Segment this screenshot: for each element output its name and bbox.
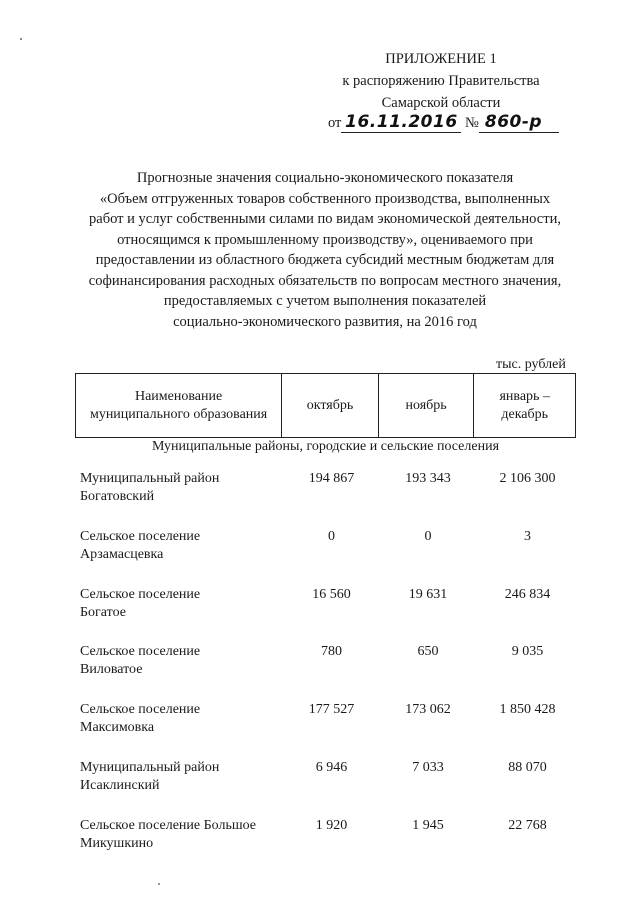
scan-speck [158, 883, 160, 885]
row-year: 246 834 [504, 587, 551, 602]
appendix-region: Самарской области [381, 95, 501, 111]
header-name [76, 374, 282, 437]
row-october: 1 920 [315, 818, 348, 833]
row-november: 193 343 [405, 471, 451, 486]
title-line: относящимся к промышленному производству», оцениваемого при [117, 231, 533, 248]
order-date: 16.11.2016 [341, 112, 461, 133]
row-november: 0 [424, 529, 432, 544]
row-name: Муниципальный район Богатовский [80, 471, 220, 504]
appendix-subtitle: к распоряжению Правительства [342, 73, 540, 89]
order-reference [328, 112, 559, 133]
title-line: «Объем отгруженных товаров собственного производства, выполненных [99, 190, 551, 207]
title-line: социально-экономического развития, на 2016 год [173, 313, 477, 330]
row-year: 1 850 428 [499, 702, 556, 717]
scan-speck [20, 38, 22, 40]
order-number: 860-р [479, 112, 559, 133]
header-year-line2: декабрь [501, 406, 549, 422]
title-line: предоставляемых с учетом выполнения показателей [163, 293, 487, 309]
header-year [474, 374, 575, 437]
header-october: октябрь [282, 374, 379, 437]
row-november: 19 631 [408, 587, 448, 602]
header-name-line1: Наименование [134, 388, 223, 404]
row-october: 194 867 [308, 471, 355, 486]
row-november: 650 [417, 644, 439, 659]
row-name: Сельское поселение Богатое [80, 587, 201, 620]
title-line: работ и услуг собственными силами по видам экономической деятельности, [89, 211, 561, 227]
row-year: 3 [524, 529, 531, 544]
row-october: 16 560 [312, 587, 351, 602]
row-name: Сельское поселение Максимовка [80, 702, 201, 735]
row-november: 173 062 [405, 702, 451, 717]
appendix-header [316, 48, 566, 114]
title-line: софинансирования расходных обязательств по вопросам местного значения, [88, 272, 562, 289]
row-november: 1 945 [412, 818, 444, 833]
row-name: Сельское поселение Большое Микушкино [80, 818, 257, 851]
row-october: 780 [321, 644, 342, 659]
units-label: тыс. рублей [496, 357, 566, 372]
row-november: 7 033 [412, 760, 444, 775]
row-name: Сельское поселение Арзамасцевка [80, 529, 201, 562]
from-label: от [328, 115, 342, 131]
title-line: предоставлении из областного бюджета субсидий местным бюджетам для [95, 252, 555, 268]
header-name-line2: муниципального образования [89, 406, 268, 422]
document-title [80, 168, 570, 332]
table-header [75, 373, 576, 438]
row-october: 177 527 [308, 702, 355, 717]
row-october: 6 946 [315, 760, 348, 775]
row-year: 9 035 [511, 644, 544, 659]
row-name: Сельское поселение Виловатое [80, 644, 201, 677]
row-year: 2 106 300 [499, 471, 556, 486]
number-label: № [465, 115, 479, 131]
appendix-title: ПРИЛОЖЕНИЕ 1 [385, 51, 497, 67]
section-title: Муниципальные районы, городские и сельские поселения [151, 439, 500, 454]
row-name: Муниципальный район Исаклинский [80, 760, 220, 793]
title-line: Прогнозные значения социально-экономического показателя [136, 170, 514, 186]
header-november: ноябрь [379, 374, 475, 437]
row-october: 0 [328, 529, 335, 544]
row-year: 22 768 [508, 818, 547, 833]
row-year: 88 070 [508, 760, 547, 775]
header-year-line1: январь – [499, 388, 550, 404]
